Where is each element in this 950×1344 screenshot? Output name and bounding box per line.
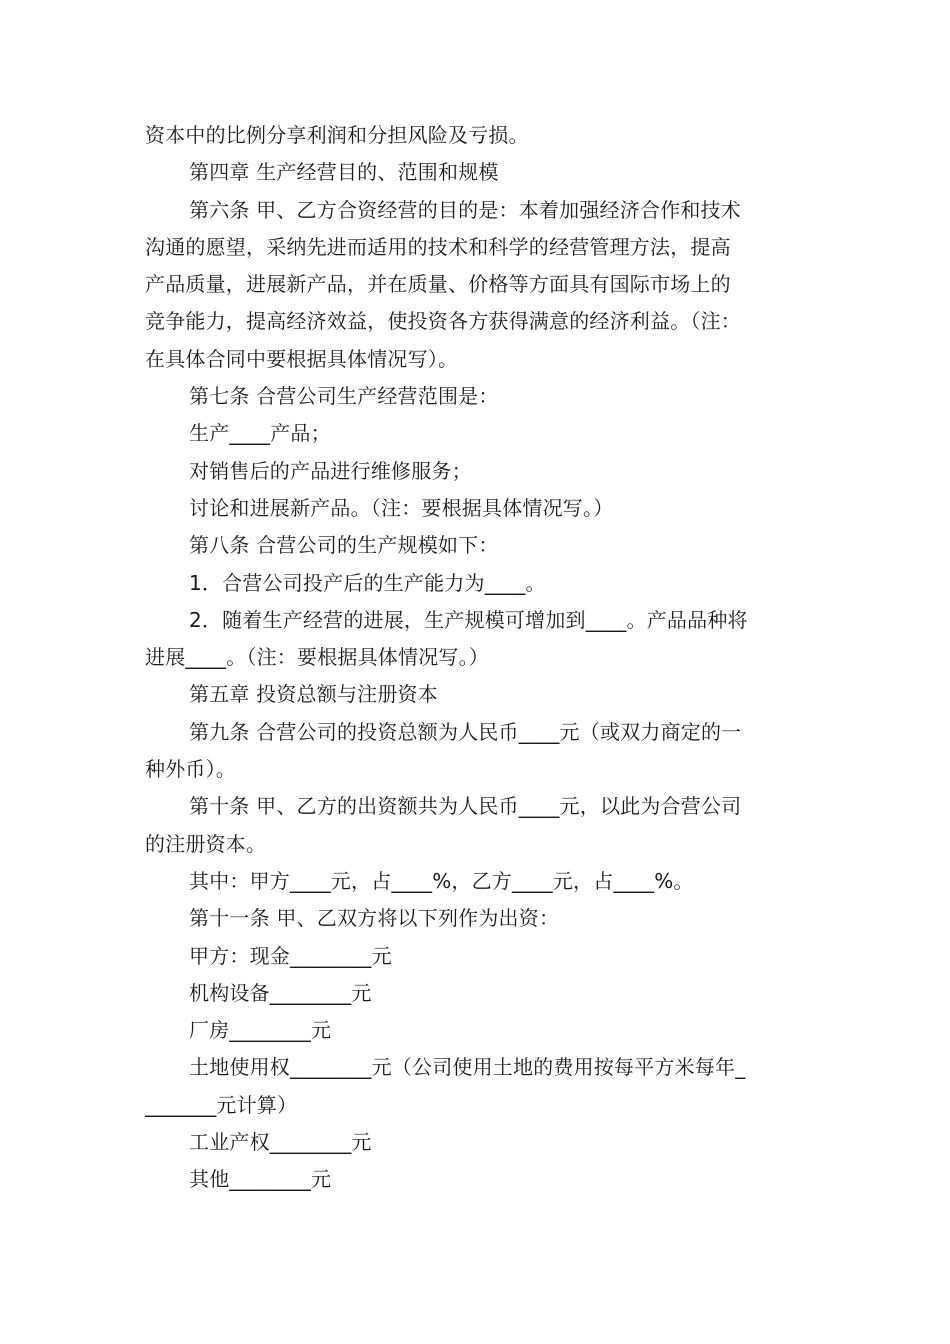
document-line: 竞争能力，提高经济效益，使投资各方获得满意的经济利益。（注： [145, 309, 741, 334]
document-line: 第九条 合营公司的投资总额为人民币____元（或双力商定的一 [189, 719, 742, 744]
document-line: 其他________元 [189, 1167, 332, 1192]
document-line: 第十一条 甲、乙双方将以下列作为出资： [189, 906, 560, 931]
document-line: 第七条 合营公司生产经营范围是： [189, 384, 499, 409]
document-line: 的注册资本。 [145, 831, 267, 856]
chapter-heading: 第五章 投资总额与注册资本 [189, 682, 438, 707]
document-line: 土地使用权________元（公司使用土地的费用按每平方米每年_ [189, 1055, 746, 1080]
document-line: 对销售后的产品进行维修服务； [189, 458, 472, 483]
document-line: _______元计算） [145, 1092, 298, 1117]
document-line: 种外币）。 [145, 757, 236, 782]
document-line: 其中：甲方____元，占____%，乙方____元，占____%。 [189, 868, 694, 893]
document-line: 在具体合同中要根据具体情况写）。 [145, 346, 459, 371]
document-line: 工业产权________元 [189, 1130, 372, 1155]
document-page [145, 117, 810, 1199]
document-line: 第八条 合营公司的生产规模如下： [189, 533, 499, 558]
document-line: 2．随着生产经营的进展，生产规模可增加到____。产品品种将 [189, 607, 748, 632]
document-line: 甲方：现金________元 [189, 943, 392, 968]
document-line: 讨论和进展新产品。（注：要根据具体情况写。） [189, 495, 614, 520]
document-line: 第十条 甲、乙方的出资额共为人民币____元，以此为合营公司 [189, 794, 742, 819]
chapter-heading: 第四章 生产经营目的、范围和规模 [189, 160, 499, 185]
document-line: 产品质量，进展新产品，并在质量、价格等方面具有国际市场上的 [145, 272, 731, 297]
document-line: 进展____。（注：要根据具体情况写。） [145, 645, 489, 670]
document-line: 1．合营公司投产后的生产能力为____。 [189, 570, 546, 595]
document-line: 生产____产品； [189, 421, 331, 446]
document-line: 机构设备________元 [189, 980, 372, 1005]
document-line: 厂房________元 [189, 1018, 332, 1043]
document-line: 资本中的比例分享利润和分担风险及亏损。 [145, 123, 529, 147]
document-line: 沟通的愿望，采纳先进而适用的技术和科学的经营管理方法，提高 [145, 234, 731, 259]
document-line: 第六条 甲、乙方合资经营的目的是：本着加强经济合作和技术 [189, 197, 741, 222]
